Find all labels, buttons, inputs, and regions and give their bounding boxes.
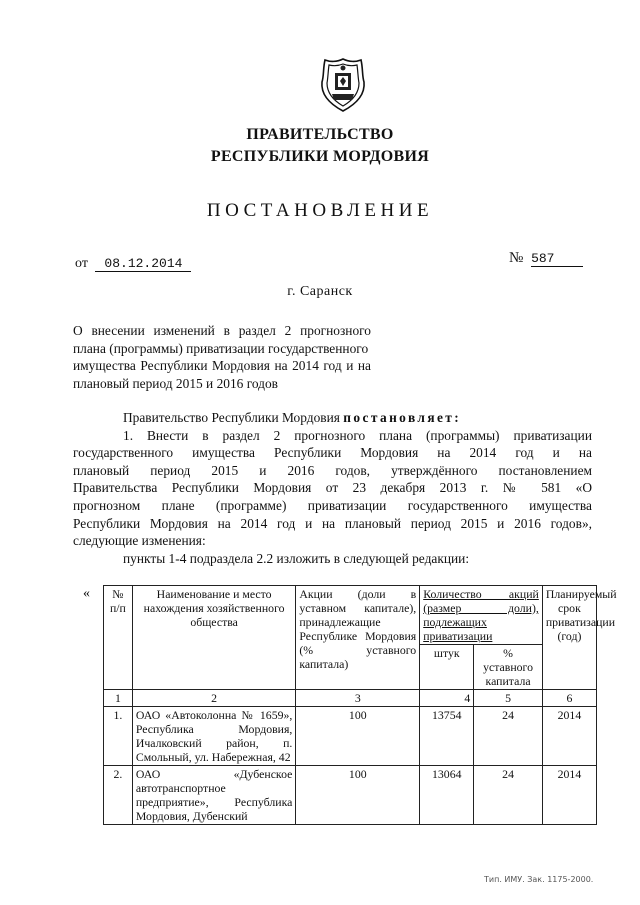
header-year: Планируемый срок приватизации (год) bbox=[542, 586, 596, 690]
row-shares: 100 bbox=[296, 766, 420, 825]
subject-line: плановый период 2015 и 2016 годов bbox=[73, 375, 278, 391]
document-number-row bbox=[509, 250, 583, 267]
row-pcs: 13064 bbox=[420, 766, 474, 825]
paragraph-line: пункты 1-4 подраздела 2.2 изложить в следующей редакции: bbox=[123, 550, 470, 566]
row-name: ОАО «Дубенское автотранспортное предприятие», Республика Мордовия, Дубенский bbox=[132, 766, 296, 825]
col-number: 3 bbox=[296, 690, 420, 707]
number-prefix: № bbox=[509, 250, 524, 266]
decree-word: постановляет: bbox=[343, 410, 462, 425]
coat-of-arms-emblem bbox=[318, 58, 368, 112]
row-year: 2014 bbox=[542, 766, 596, 825]
paragraph-line: Правительства Республики Мордовия от 23 декабря 2013 г. № 581 «О bbox=[73, 480, 592, 496]
table-row bbox=[104, 707, 597, 766]
paragraph-line: 1. Внести в раздел 2 прогнозного плана (программы) приватизации bbox=[123, 427, 592, 443]
row-shares: 100 bbox=[296, 707, 420, 766]
column-number-row bbox=[104, 690, 597, 707]
decree-intro-text: Правительство Республики Мордовия bbox=[123, 410, 340, 425]
row-num: 1. bbox=[104, 707, 133, 766]
issue-city: г. Саранск bbox=[287, 284, 353, 299]
row-year: 2014 bbox=[542, 707, 596, 766]
row-pct: 24 bbox=[474, 707, 543, 766]
header-name: Наименование и место нахождения хозяйственного общества bbox=[132, 586, 296, 690]
header-num: № п/п bbox=[104, 586, 133, 690]
decree-intro bbox=[73, 409, 592, 427]
document-number: 587 bbox=[531, 251, 583, 267]
header-shares: Акции (доли в уставном капитале), принадлежащие Республике Мордовия (% уставного капитала) bbox=[296, 586, 420, 690]
col-number: 5 bbox=[474, 690, 543, 707]
subject-line: имущества Республики Мордовия на 2014 год и на bbox=[73, 358, 371, 373]
org-name-line1: ПРАВИТЕЛЬСТВО bbox=[246, 126, 394, 143]
org-name-line2: РЕСПУБЛИКИ МОРДОВИЯ bbox=[210, 148, 430, 165]
document-date: 08.12.2014 bbox=[95, 256, 191, 272]
document-date-row bbox=[75, 256, 191, 272]
subject-line: О внесении изменений в раздел 2 прогнозного bbox=[73, 323, 371, 338]
document-body bbox=[73, 409, 592, 567]
document-type-title: ПОСТАНОВЛЕНИЕ bbox=[206, 200, 434, 221]
header-pcs: штук bbox=[420, 645, 474, 690]
privatization-table bbox=[103, 585, 617, 825]
row-name: ОАО «Автоколонна № 1659», Республика Мордовия, Ичалковский район, п. Смольный, ул. Набережная, 42 bbox=[132, 707, 296, 766]
table-row bbox=[104, 766, 597, 825]
col-number: 4 bbox=[420, 690, 474, 707]
col-number: 1 bbox=[104, 690, 133, 707]
row-num: 2. bbox=[104, 766, 133, 825]
table-opening-quote: « bbox=[83, 586, 90, 601]
document-subject bbox=[73, 322, 371, 392]
paragraph-line: прогнозном плане (программе) приватизации государственного имущества bbox=[73, 497, 592, 513]
date-prefix: от bbox=[75, 256, 88, 271]
row-pcs: 13754 bbox=[420, 707, 474, 766]
print-footer: Тип. ИМУ. Зак. 1175-2000. bbox=[484, 875, 594, 884]
paragraph-line: Республики Мордовия на 2014 год и на плановый период 2015 и 2016 годов», bbox=[73, 515, 592, 531]
table-header-row bbox=[104, 586, 597, 645]
row-pct: 24 bbox=[474, 766, 543, 825]
col-number: 6 bbox=[542, 690, 596, 707]
paragraph-line: следующие изменения: bbox=[73, 533, 206, 549]
col-number: 2 bbox=[132, 690, 296, 707]
header-pct: % уставного капитала bbox=[474, 645, 543, 690]
subject-line: плана (программы) приватизации государственного bbox=[73, 340, 369, 356]
header-quantity: Количество акций (размер доли), подлежащих приватизации bbox=[420, 586, 543, 645]
paragraph-line: государственного имущества Республики Мордовия на 2014 год и на bbox=[73, 445, 592, 461]
paragraph-line: плановый период 2015 и 2016 годов, утверждённого постановлением bbox=[73, 462, 592, 478]
